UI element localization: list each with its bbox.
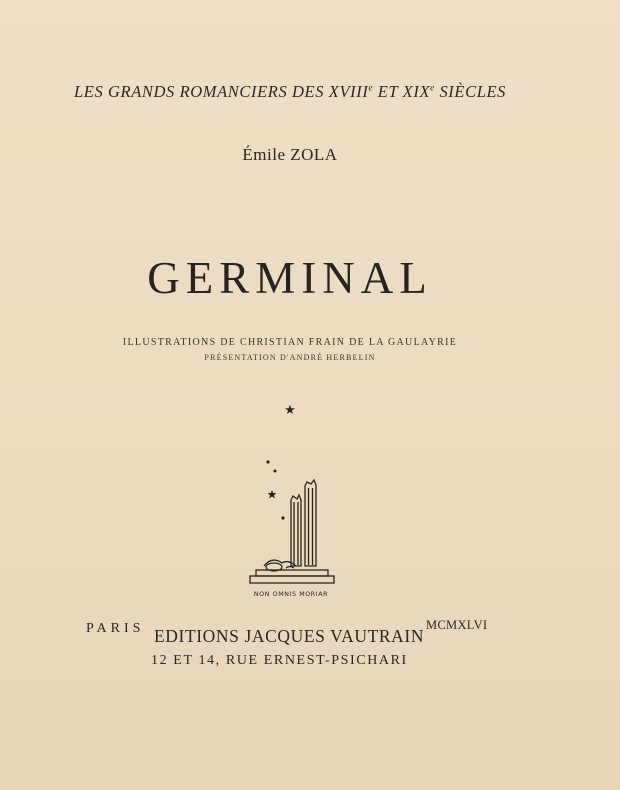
publication-year: MCMXLVI — [426, 618, 488, 632]
broken-columns-emblem-icon — [244, 452, 338, 602]
columns-icon — [250, 480, 334, 583]
author-name — [0, 145, 580, 165]
stars-icon — [266, 460, 284, 519]
presentation-credit: PRÉSENTATION D'ANDRÉ HERBELIN — [204, 353, 376, 362]
author-last-name: ZOLA — [290, 145, 338, 164]
book-title: GERMINAL — [147, 253, 433, 303]
publisher-name: EDITIONS JACQUES VAUTRAIN — [154, 626, 425, 646]
author-first-name: Émile — [242, 145, 286, 164]
emblem-motto: NON OMNIS MORIAR — [253, 591, 329, 598]
publisher-block — [86, 618, 526, 678]
series-title: LES GRANDS ROMANCIERS DES XVIIIe ET XIXe SIÈCLES — [73, 82, 506, 101]
illustrator-credit: ILLUSTRATIONS DE CHRISTIAN FRAIN DE LA GAULAYRIE — [122, 337, 458, 348]
publisher-city: PARIS — [86, 621, 145, 636]
publisher-address: 12 ET 14, RUE ERNEST-PSICHARI — [151, 653, 408, 668]
star-ornament-icon: ★ — [284, 402, 296, 417]
